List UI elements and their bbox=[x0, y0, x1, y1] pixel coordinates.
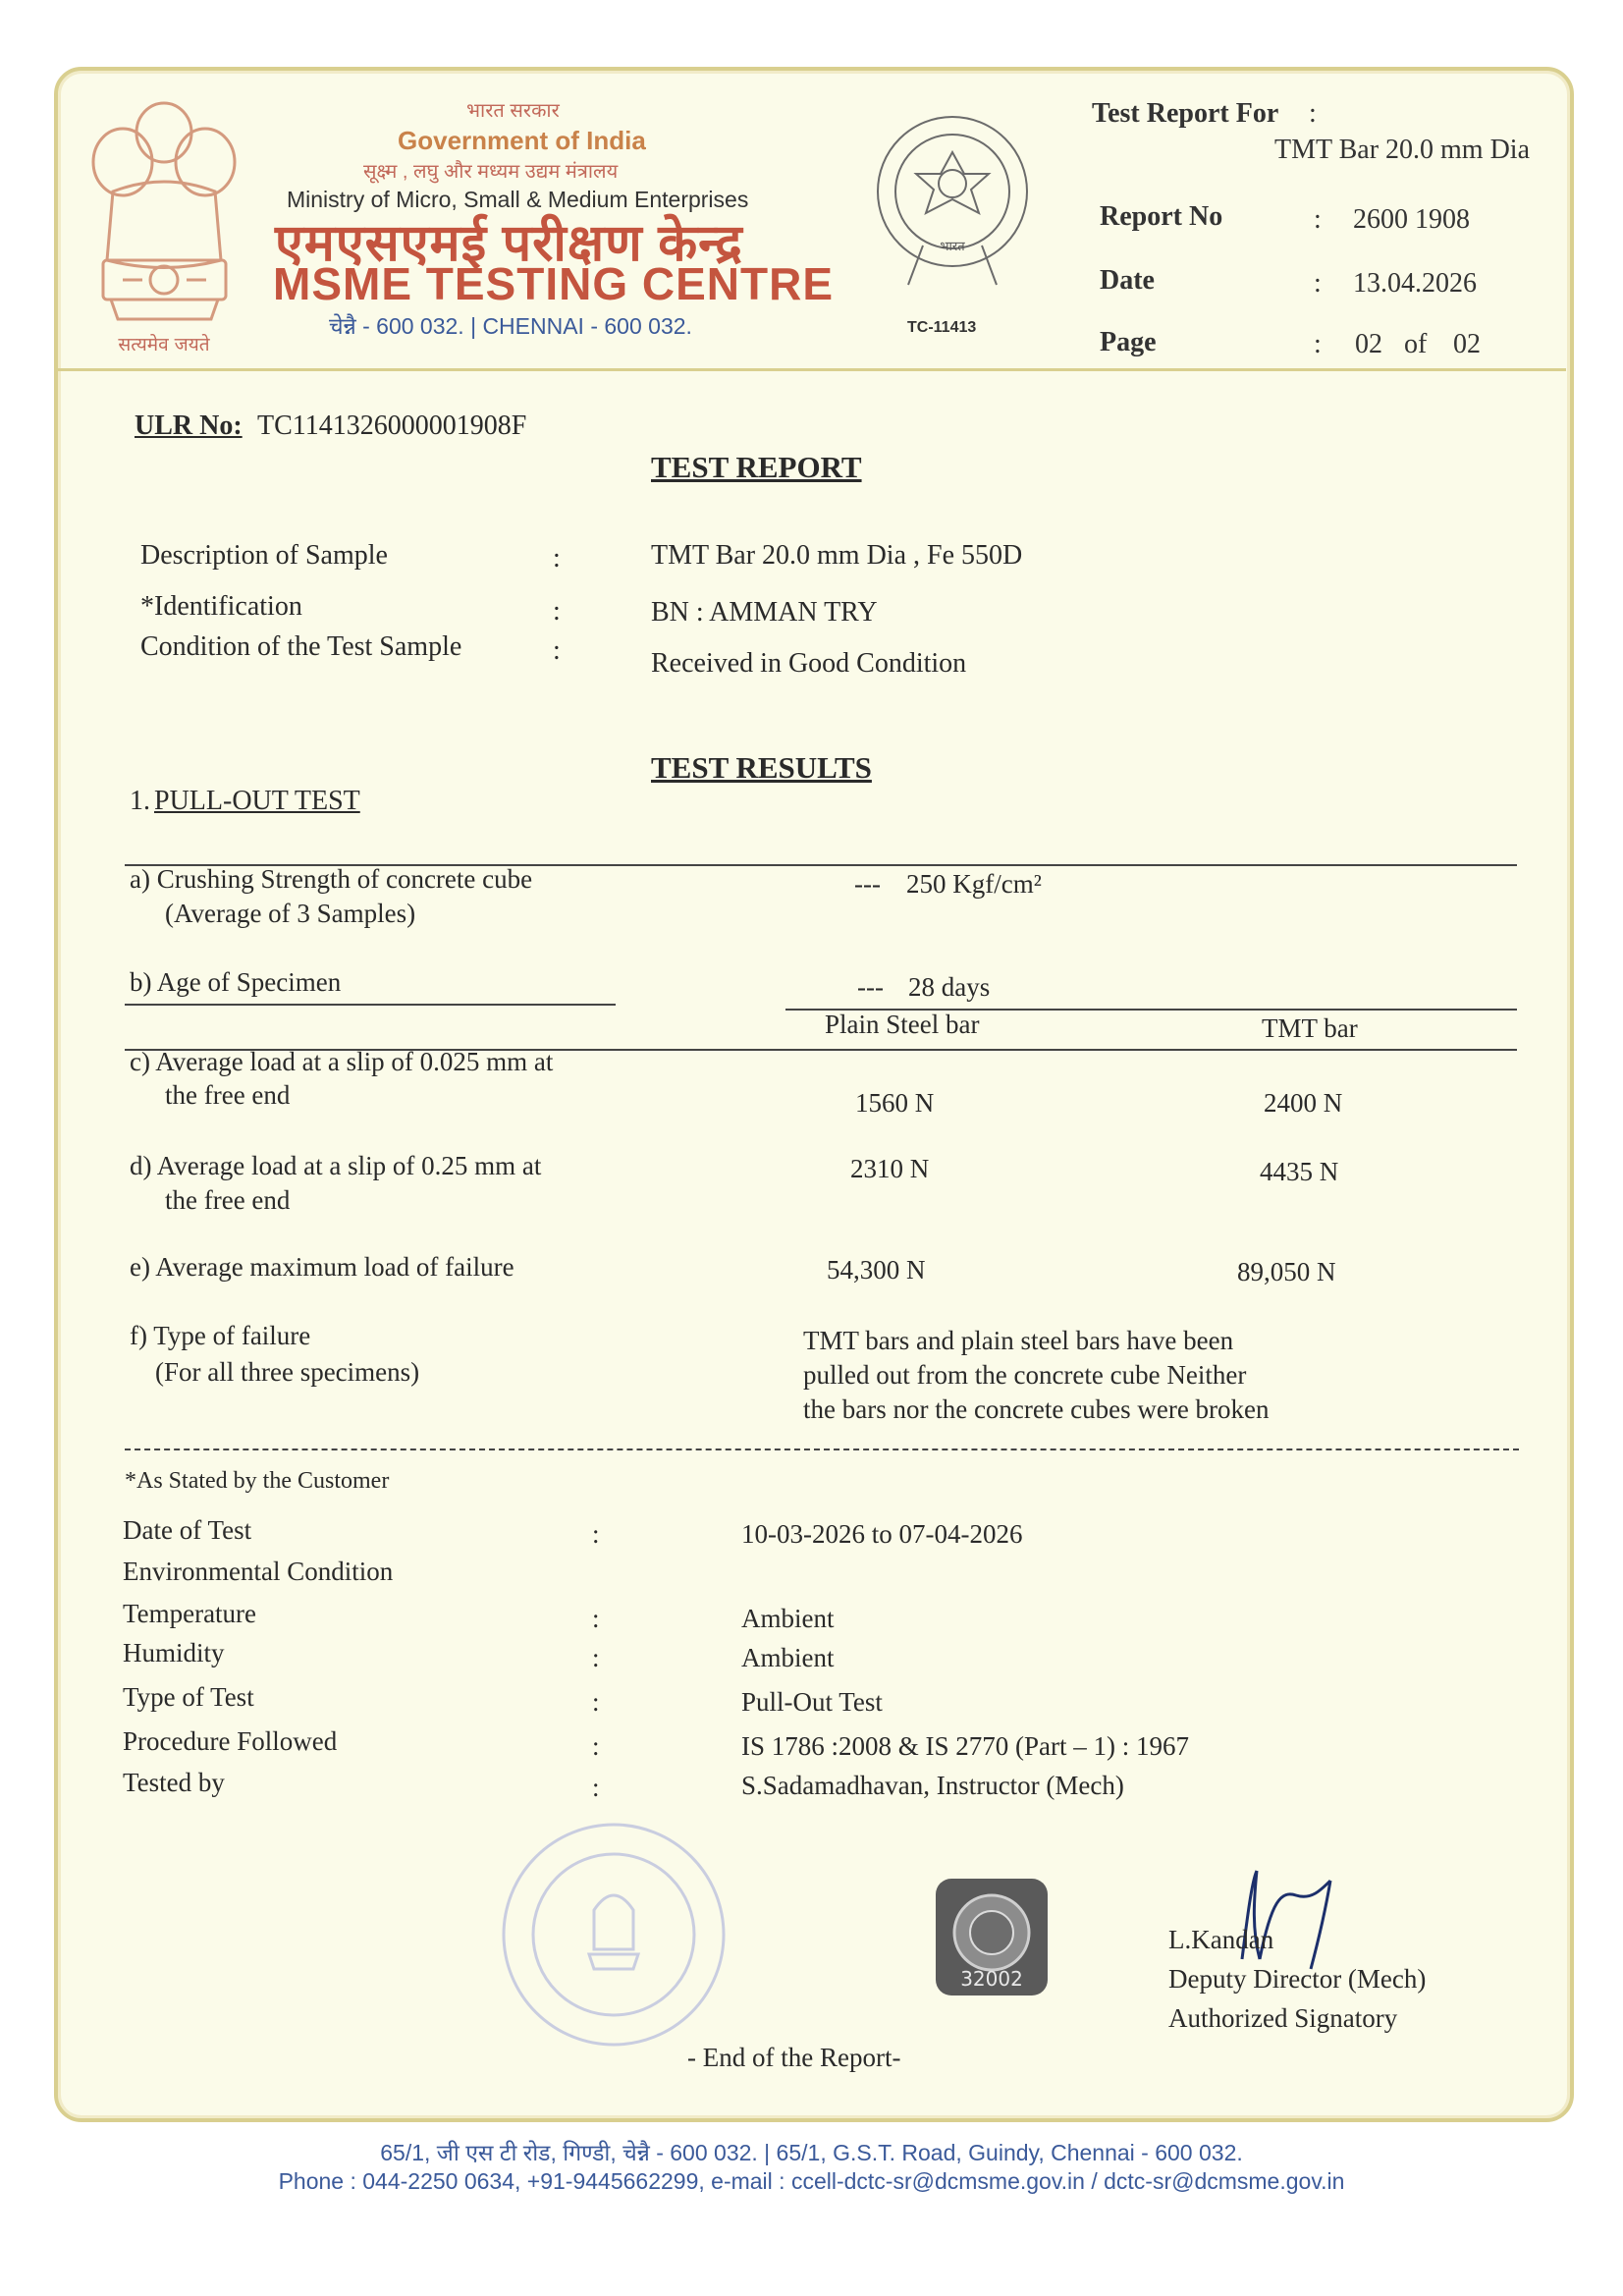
humidity-colon: : bbox=[592, 1643, 600, 1672]
slip-025-tmt: 4435 N bbox=[1260, 1157, 1339, 1186]
hologram-sticker bbox=[933, 1876, 1051, 1998]
customer-note: *As Stated by the Customer bbox=[125, 1468, 390, 1494]
tested-by-label: Tested by bbox=[123, 1768, 225, 1797]
crushing-value: 250 Kgf/cm² bbox=[906, 869, 1042, 899]
page-title: TEST REPORT bbox=[651, 450, 862, 484]
slip-025-plain: 2310 N bbox=[850, 1154, 930, 1183]
slip-0025-sublabel: the free end bbox=[165, 1080, 291, 1110]
date-of-test-value: 10-03-2026 to 07-04-2026 bbox=[741, 1519, 1023, 1549]
crushing-sublabel: (Average of 3 Samples) bbox=[165, 899, 416, 928]
office-stamp bbox=[496, 1817, 731, 2052]
identification-value: BN : AMMAN TRY bbox=[651, 597, 878, 628]
max-load-plain: 54,300 N bbox=[827, 1255, 926, 1285]
type-of-test-colon: : bbox=[592, 1687, 600, 1717]
age-dash: --- bbox=[857, 972, 884, 1002]
svg-text:भारत: भारत bbox=[940, 240, 965, 254]
signature-icon bbox=[1203, 1861, 1360, 1979]
footer-contact: Phone : 044-2250 0634, +91-9445662299, e-mail : ccell-dctc-sr@dcmsme.gov.in / dctc-sr@dcmsme.gov.in bbox=[278, 2168, 1345, 2194]
results-end-dashed-rule bbox=[125, 1449, 1519, 1450]
crushing-dash: --- bbox=[854, 869, 881, 899]
slip-025-sublabel: the free end bbox=[165, 1185, 291, 1215]
type-of-test-value: Pull-Out Test bbox=[741, 1687, 883, 1717]
stamp-icon bbox=[496, 1817, 731, 2052]
failure-type-value-2: pulled out from the concrete cube Neither bbox=[803, 1360, 1247, 1390]
report-no-value: 2600 1908 bbox=[1353, 204, 1470, 235]
humidity-label: Humidity bbox=[123, 1638, 225, 1667]
signatory-designation: Deputy Director (Mech) bbox=[1168, 1964, 1427, 1994]
col-header-plain: Plain Steel bar bbox=[825, 1010, 980, 1039]
ulr-value: TC1141326000001908F bbox=[257, 410, 527, 441]
signatory-role: Authorized Signatory bbox=[1168, 2003, 1398, 2033]
age-underline bbox=[125, 1004, 616, 1006]
gov-text: Government of India bbox=[398, 126, 646, 155]
accreditation-number: TC-11413 bbox=[907, 319, 977, 336]
date-of-test-colon: : bbox=[592, 1519, 600, 1549]
accreditation-seal bbox=[869, 113, 1036, 319]
header-divider bbox=[58, 368, 1566, 371]
failure-type-label: f) Type of failure bbox=[130, 1321, 311, 1350]
col-header-tmt: TMT bar bbox=[1262, 1013, 1358, 1043]
header-address: चेन्नै - 600 032. | CHENNAI - 600 032. bbox=[329, 313, 692, 339]
sample-desc-colon: : bbox=[553, 543, 561, 574]
ulr-label: ULR No: bbox=[135, 410, 243, 441]
identification-label: *Identification bbox=[140, 591, 302, 622]
page-of: of bbox=[1404, 329, 1428, 359]
condition-label: Condition of the Test Sample bbox=[140, 631, 462, 662]
seal-icon bbox=[869, 113, 1036, 290]
page-label: Page bbox=[1100, 327, 1157, 357]
test-report-for-label: Test Report For bbox=[1092, 98, 1279, 129]
ministry-text: Ministry of Micro, Small & Medium Enterprises bbox=[287, 187, 749, 212]
sample-desc-label: Description of Sample bbox=[140, 540, 388, 571]
slip-0025-label: c) Average load at a slip of 0.025 mm at bbox=[130, 1047, 554, 1076]
signatory-name: L.Kandan bbox=[1168, 1925, 1274, 1954]
max-load-tmt: 89,050 N bbox=[1237, 1257, 1336, 1286]
sample-desc-value: TMT Bar 20.0 mm Dia , Fe 550D bbox=[651, 540, 1023, 571]
page-colon: : bbox=[1314, 329, 1322, 359]
hindi-ministry-text: सूक्ष्म , लघु और मध्यम उद्यम मंत्रालय bbox=[363, 161, 619, 183]
failure-type-value-1: TMT bars and plain steel bars have been bbox=[803, 1326, 1234, 1355]
page-total: 02 bbox=[1453, 329, 1481, 359]
condition-value: Received in Good Condition bbox=[651, 648, 967, 679]
tested-by-value: S.Sadamadhavan, Instructor (Mech) bbox=[741, 1771, 1124, 1800]
report-no-label: Report No bbox=[1100, 201, 1223, 232]
slip-0025-plain: 1560 N bbox=[855, 1088, 935, 1118]
humidity-value: Ambient bbox=[741, 1643, 835, 1672]
signature bbox=[1203, 1861, 1360, 1979]
tested-by-colon: : bbox=[592, 1773, 600, 1802]
footer-address: 65/1, जी एस टी रोड, गिण्डी, चेन्नै - 600 032. | 65/1, G.S.T. Road, Guindy, Chennai - 600 032. bbox=[380, 2140, 1243, 2165]
env-condition-label: Environmental Condition bbox=[123, 1557, 394, 1586]
date-of-test-label: Date of Test bbox=[123, 1515, 252, 1545]
national-emblem bbox=[83, 93, 245, 358]
end-of-report: - End of the Report- bbox=[687, 2043, 901, 2072]
failure-type-sublabel: (For all three specimens) bbox=[155, 1357, 420, 1387]
temperature-value: Ambient bbox=[741, 1604, 835, 1633]
procedure-label: Procedure Followed bbox=[123, 1726, 338, 1756]
section-number: 1. bbox=[130, 786, 150, 816]
procedure-value: IS 1786 :2008 & IS 2770 (Part – 1) : 1967 bbox=[741, 1731, 1189, 1761]
svg-text:32002: 32002 bbox=[960, 1967, 1023, 1991]
procedure-colon: : bbox=[592, 1731, 600, 1761]
date-value: 13.04.2026 bbox=[1353, 268, 1477, 299]
identification-colon: : bbox=[553, 596, 561, 627]
age-label: b) Age of Specimen bbox=[130, 967, 342, 997]
crushing-label: a) Crushing Strength of concrete cube bbox=[130, 864, 533, 894]
results-title: TEST RESULTS bbox=[651, 750, 872, 785]
hindi-centre-name: एमएसएमई परीक्षण केन्द्र bbox=[275, 215, 743, 272]
temperature-label: Temperature bbox=[123, 1599, 257, 1628]
centre-name: MSME TESTING CENTRE bbox=[273, 258, 835, 309]
slip-0025-tmt: 2400 N bbox=[1264, 1088, 1343, 1118]
date-colon: : bbox=[1314, 268, 1322, 299]
test-report-for-colon: : bbox=[1309, 98, 1317, 129]
page-current: 02 bbox=[1355, 329, 1382, 359]
max-load-label: e) Average maximum load of failure bbox=[130, 1252, 514, 1282]
slip-025-label: d) Average load at a slip of 0.25 mm at bbox=[130, 1151, 542, 1180]
lion-capital-icon bbox=[83, 93, 245, 358]
condition-colon: : bbox=[553, 635, 561, 666]
date-label: Date bbox=[1100, 265, 1155, 296]
failure-type-value-3: the bars nor the concrete cubes were broken bbox=[803, 1394, 1270, 1424]
type-of-test-label: Type of Test bbox=[123, 1682, 254, 1712]
test-report-for-value: TMT Bar 20.0 mm Dia bbox=[1274, 135, 1531, 165]
temperature-colon: : bbox=[592, 1604, 600, 1633]
report-no-colon: : bbox=[1314, 204, 1322, 235]
hologram-icon bbox=[933, 1876, 1051, 1998]
svg-text:सत्यमेव जयते: सत्यमेव जयते bbox=[118, 334, 210, 355]
section-title: PULL-OUT TEST bbox=[154, 786, 360, 816]
hindi-gov-text: भारत सरकार bbox=[466, 100, 560, 122]
age-value: 28 days bbox=[908, 972, 991, 1002]
